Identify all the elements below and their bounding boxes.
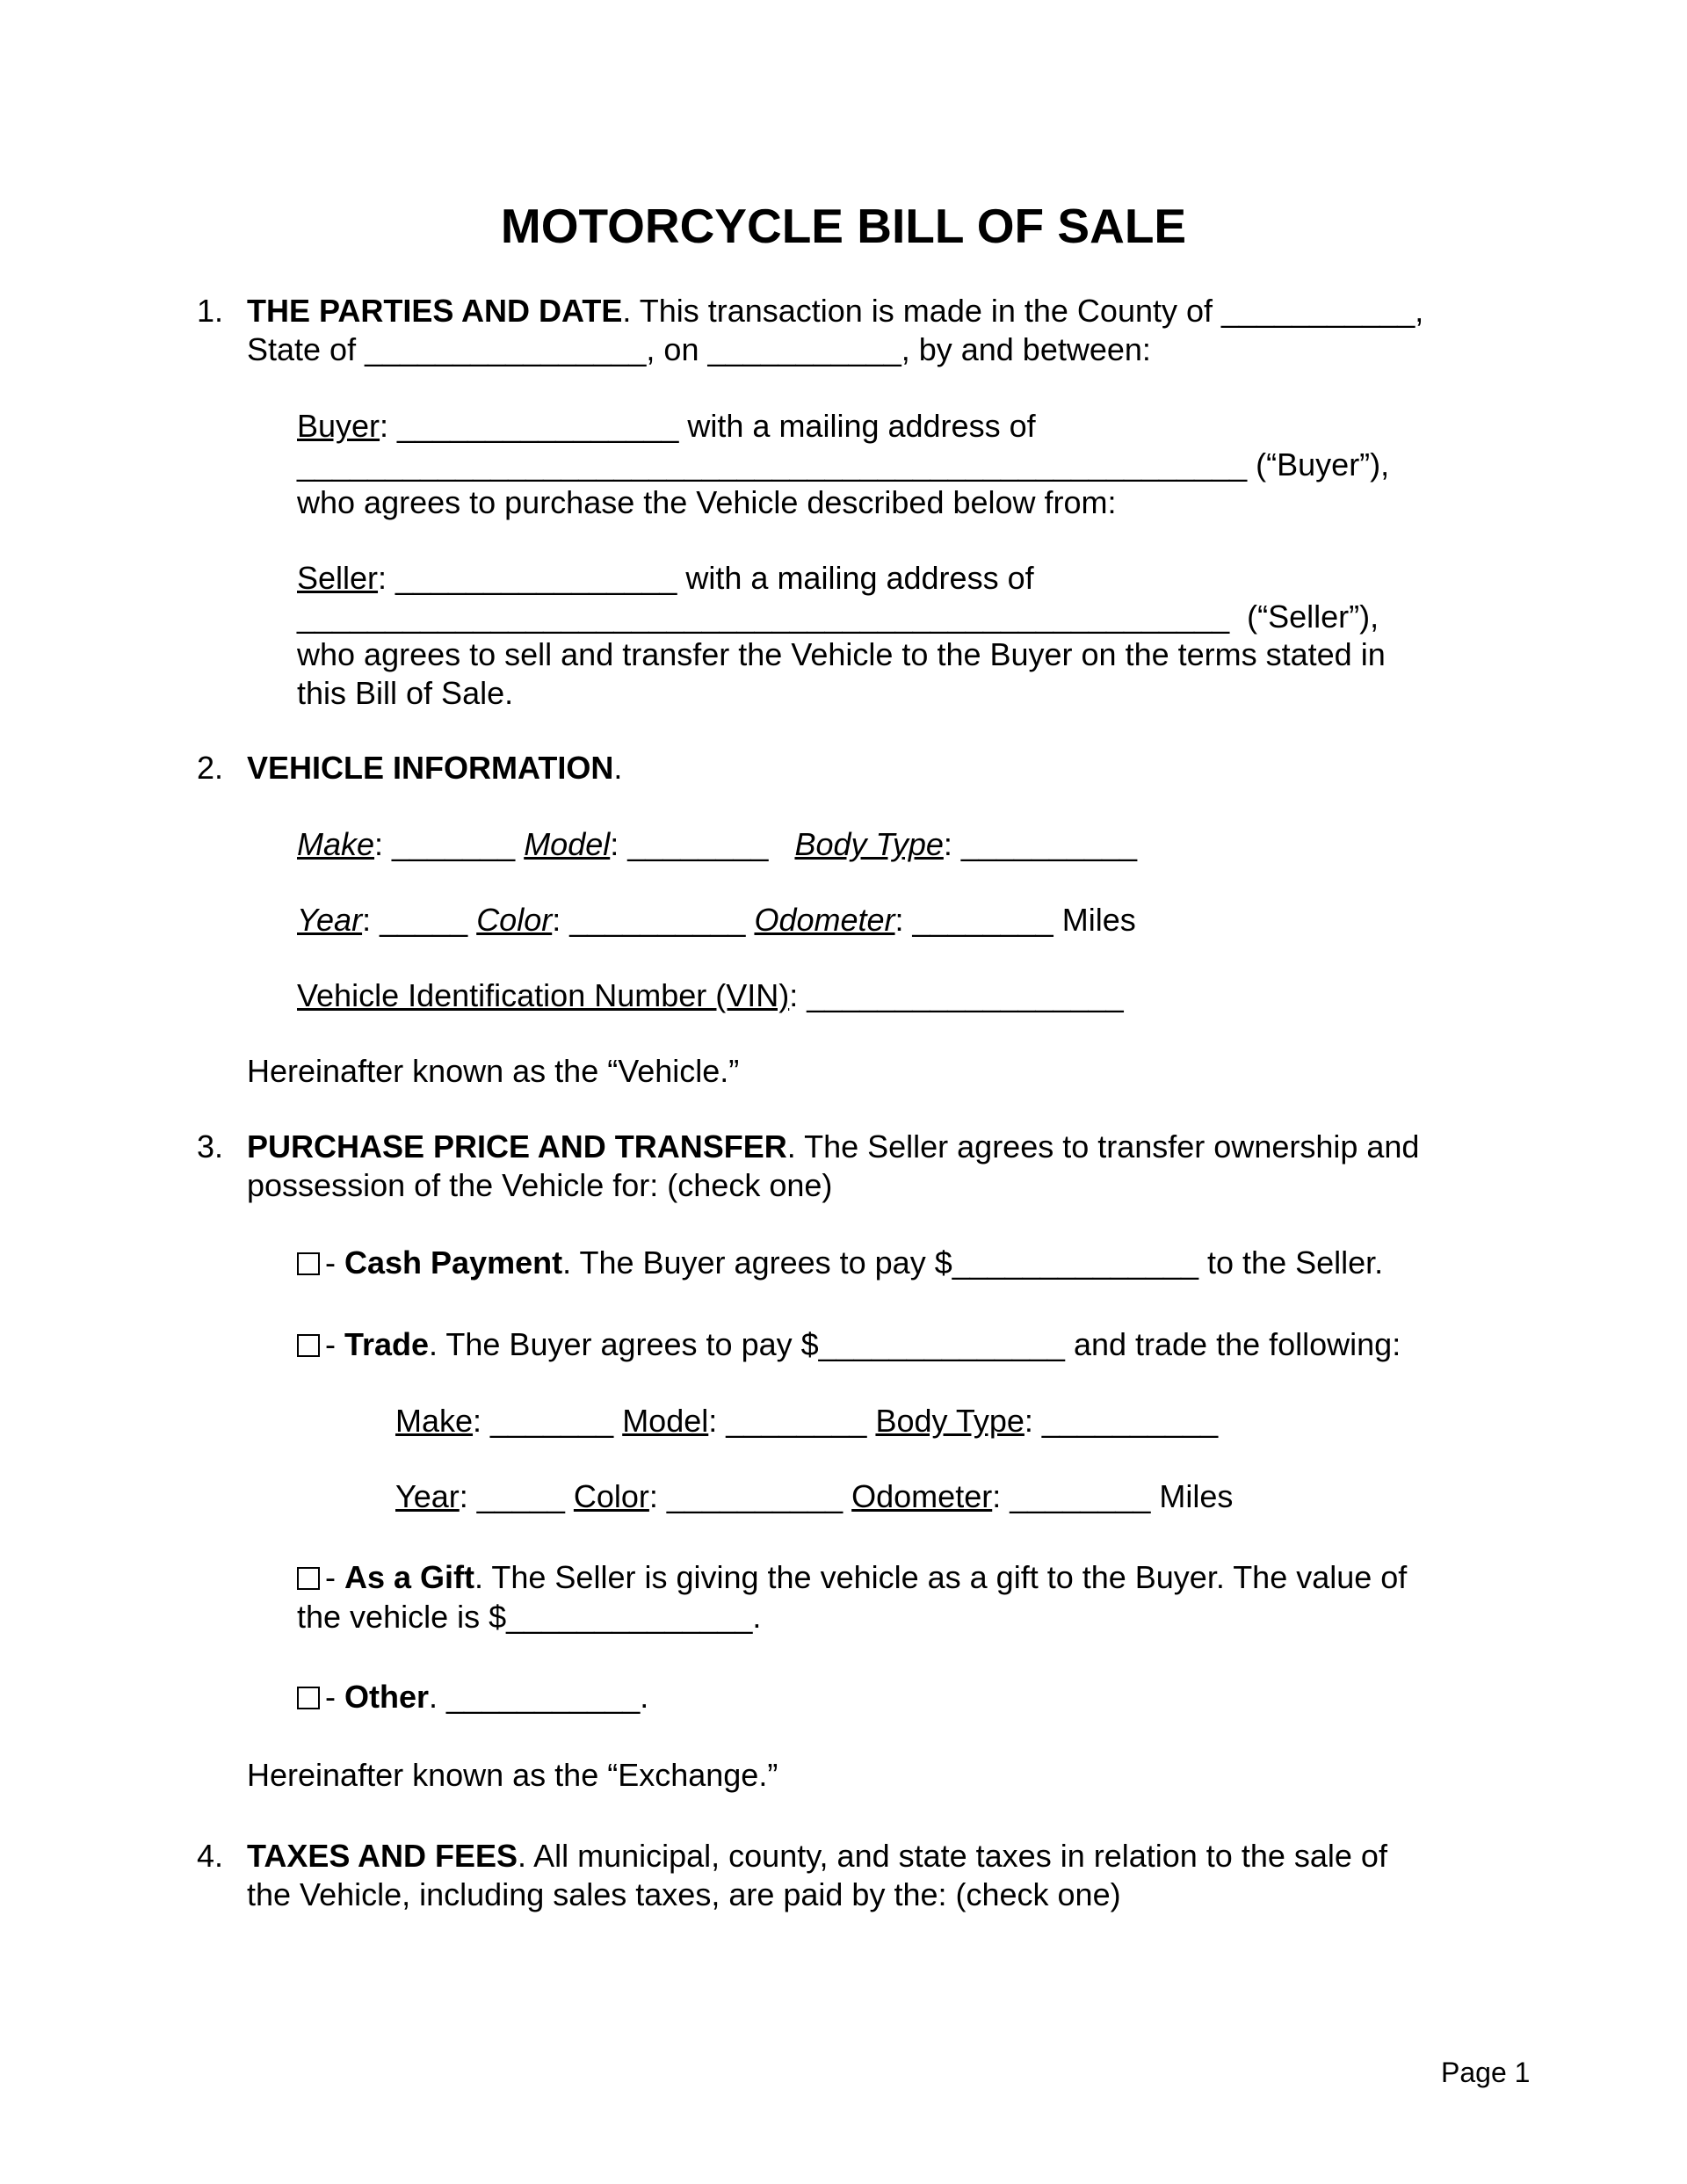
trade-model-blank: : ________	[708, 1403, 876, 1439]
section-3-heading: PURCHASE PRICE AND TRANSFER	[247, 1128, 787, 1165]
section-4-line-1	[247, 1837, 1387, 1876]
state-date-line: State of ________________, on ___________, by and between:	[247, 331, 1151, 367]
section-3-line-1-text: . The Seller agrees to transfer ownership and	[786, 1128, 1420, 1165]
section-1-number: 1.	[197, 293, 224, 329]
section-4-line-1-text: . All municipal, county, and state taxes in relation to the sale of	[518, 1838, 1387, 1874]
seller-label: Seller	[297, 560, 379, 596]
gift-checkbox[interactable]	[297, 1567, 320, 1590]
cash-dash: -	[325, 1244, 344, 1281]
section-4-heading: TAXES AND FEES	[247, 1838, 518, 1874]
vehicle-hereinafter: Hereinafter known as the “Vehicle.”	[247, 1053, 740, 1089]
model-blank: : ________	[610, 826, 795, 862]
odometer-blank: : ________ Miles	[894, 902, 1136, 938]
buyer-label: Buyer	[297, 408, 380, 444]
vehicle-row-2	[297, 901, 1136, 940]
vin-blank: : __________________	[789, 977, 1124, 1013]
seller-line-3: who agrees to sell and transfer the Vehicle to the Buyer on the terms stated in	[297, 636, 1386, 672]
other-checkbox[interactable]	[297, 1687, 320, 1709]
trade-text: . The Buyer agrees to pay $______________ and trade the following:	[429, 1326, 1401, 1362]
section-4-number: 4.	[197, 1838, 224, 1874]
section-3-line-2: possession of the Vehicle for: (check one)	[247, 1167, 833, 1203]
seller-line-4: this Bill of Sale.	[297, 675, 514, 711]
buyer-line-3: who agrees to purchase the Vehicle described below from:	[297, 484, 1117, 520]
county-blank-text: . This transaction is made in the County of ___________,	[622, 293, 1424, 329]
gift-text: . The Seller is giving the vehicle as a gift to the Buyer. The value of	[474, 1559, 1408, 1595]
section-3-line-1	[247, 1128, 1419, 1166]
other-label: Other	[344, 1679, 430, 1715]
vin-row	[297, 976, 1124, 1015]
buyer-line-1	[297, 407, 1036, 446]
trade-model-label: Model	[622, 1403, 709, 1439]
vin-label: Vehicle Identification Number (VIN)	[297, 977, 790, 1013]
year-blank: : _____	[362, 902, 477, 938]
trade-odometer-blank: : ________ Miles	[992, 1478, 1234, 1514]
model-label: Model	[524, 826, 611, 862]
gift-option	[297, 1558, 1407, 1597]
trade-vehicle-row-2	[395, 1477, 1233, 1516]
other-option	[297, 1678, 648, 1716]
page-number: Page 1	[1441, 2057, 1531, 2088]
odometer-label: Odometer	[754, 902, 895, 938]
seller-name-blank: : ________________ with a mailing address of	[378, 560, 1034, 596]
other-text: . ___________.	[429, 1679, 649, 1715]
cash-payment-text: . The Buyer agrees to pay $______________ to the Seller.	[562, 1244, 1384, 1281]
color-blank: : __________	[552, 902, 755, 938]
make-label: Make	[297, 826, 375, 862]
trade-make-label: Make	[395, 1403, 474, 1439]
trade-checkbox[interactable]	[297, 1334, 320, 1357]
vehicle-row-1	[297, 825, 1137, 864]
gift-dash: -	[325, 1559, 344, 1595]
section-3-number: 3.	[197, 1128, 224, 1165]
trade-color-label: Color	[573, 1478, 649, 1514]
exchange-hereinafter: Hereinafter known as the “Exchange.”	[247, 1757, 778, 1793]
trade-dash: -	[325, 1326, 344, 1362]
trade-label: Trade	[344, 1326, 430, 1362]
section-1-heading: THE PARTIES AND DATE	[247, 293, 623, 329]
buyer-name-blank: : ________________ with a mailing address of	[380, 408, 1036, 444]
section-2-heading: VEHICLE INFORMATION	[247, 750, 614, 786]
trade-year-blank: : _____	[459, 1478, 574, 1514]
other-dash: -	[325, 1679, 344, 1715]
seller-line-1	[297, 559, 1034, 598]
section-2-heading-dot: .	[613, 750, 623, 786]
trade-body-type-blank: : __________	[1024, 1403, 1219, 1439]
cash-payment-label: Cash Payment	[344, 1244, 563, 1281]
gift-label: As a Gift	[344, 1559, 475, 1595]
trade-body-type-label: Body Type	[875, 1403, 1025, 1439]
cash-checkbox[interactable]	[297, 1252, 320, 1275]
trade-option	[297, 1325, 1401, 1364]
document-title: MOTORCYCLE BILL OF SALE	[500, 199, 1187, 253]
section-2-line-1	[247, 749, 622, 787]
trade-vehicle-row-1	[395, 1402, 1218, 1440]
section-2-number: 2.	[197, 750, 224, 786]
body-type-blank: : __________	[943, 826, 1138, 862]
make-blank: : _______	[374, 826, 525, 862]
buyer-address-blank: ______________________________________________________ (“Buyer”),	[297, 446, 1390, 483]
trade-year-label: Year	[395, 1478, 460, 1514]
section-1-line-1	[247, 292, 1423, 330]
cash-payment-option	[297, 1244, 1383, 1282]
trade-color-blank: : __________	[648, 1478, 852, 1514]
trade-odometer-label: Odometer	[851, 1478, 993, 1514]
trade-make-blank: : _______	[473, 1403, 623, 1439]
body-type-label: Body Type	[794, 826, 944, 862]
seller-address-blank: _____________________________________________________ (“Seller”),	[297, 599, 1379, 635]
gift-value-line: the vehicle is $______________.	[297, 1599, 762, 1635]
section-4-line-2: the Vehicle, including sales taxes, are paid by the: (check one)	[247, 1876, 1121, 1912]
year-label: Year	[297, 902, 363, 938]
color-label: Color	[476, 902, 553, 938]
